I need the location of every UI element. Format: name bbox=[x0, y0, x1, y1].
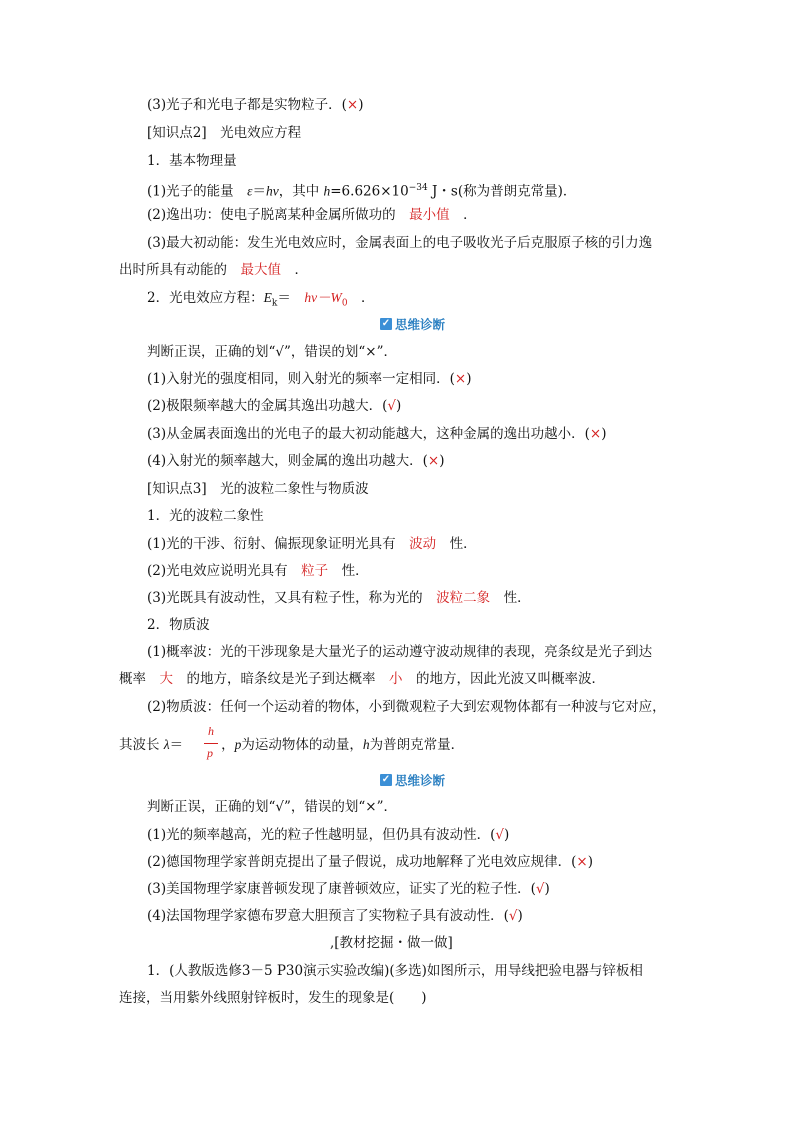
answer-mark: × bbox=[576, 854, 588, 870]
judge-item-1: (1)入射光的强度相同，则入射光的频率一定相同．(×) bbox=[147, 371, 472, 387]
textbook-mining-heading: ,[教材挖掘・做一做] bbox=[330, 935, 453, 951]
fraction-numerator: h bbox=[208, 724, 214, 738]
subheading-matter-wave: 2．物质波 bbox=[147, 617, 210, 633]
judge-item-4: (4)入射光的频率越大，则金属的逸出功越大．(×) bbox=[147, 453, 445, 469]
photoelectric-equation-line: 2．光电效应方程：$E_k=$ $h\nu-W_0$ ． bbox=[147, 290, 375, 309]
answer-mark: × bbox=[346, 97, 359, 113]
judge-item-3: (3)从金属表面逸出的光电子的最大初动能越大，这种金属的逸出功越小．(×) bbox=[147, 426, 607, 442]
question-1-cont: 连接，当用紫外线照射锌板时，发生的现象是( ) bbox=[119, 990, 427, 1006]
wave-nature-line: (1)光的干涉、衍射、偏振现象证明光具有 波动 性． bbox=[147, 536, 477, 552]
judge-item-2: (2)德国物理学家普朗克提出了量子假说，成功地解释了光电效应规律．(×) bbox=[147, 854, 593, 870]
blank-answer: 大 bbox=[159, 671, 173, 687]
answer-mark: √ bbox=[387, 398, 396, 414]
particle-nature-line: (2)光电效应说明光具有 粒子 性． bbox=[147, 563, 369, 579]
answer-mark: √ bbox=[495, 827, 504, 843]
judge-instruction: 判断正误，正确的划“√”，错误的划“×”． bbox=[147, 799, 398, 815]
check-icon: ✓ bbox=[381, 318, 391, 329]
statement-3: (3)光子和光电子都是实物粒子．(×) bbox=[147, 97, 364, 113]
judge-item-4: (4)法国物理学家德布罗意大胆预言了实物粒子具有波动性．(√) bbox=[147, 908, 523, 924]
probability-wave-line: (1)概率波：光的干涉现象是大量光子的运动遵守波动规律的表现，亮条纹是光子到达 bbox=[147, 644, 653, 660]
blank-answer: 波动 bbox=[409, 536, 437, 552]
blank-answer: hν－W bbox=[304, 290, 342, 305]
probability-wave-cont: 概率 大 的地方，暗条纹是光子到达概率 小 的地方，因此光波又叫概率波． bbox=[119, 671, 605, 687]
answer-mark: × bbox=[427, 453, 440, 469]
answer-mark: √ bbox=[508, 908, 518, 924]
answer-mark: × bbox=[589, 426, 602, 442]
judge-item-3: (3)美国物理学家康普顿发现了康普顿效应，证实了光的粒子性．(√) bbox=[147, 881, 550, 897]
work-function-line: (2)逸出功：使电子脱离某种金属所做功的 最小值 ． bbox=[147, 207, 477, 223]
section-heading-3: [知识点3] 光的波粒二象性与物质波 bbox=[147, 481, 369, 497]
blank-answer: 最大值 bbox=[240, 262, 281, 278]
judge-item-2: (2)极限频率越大的金属其逸出功越大．(√) bbox=[147, 398, 402, 414]
subheading-wave-particle: 1．光的波粒二象性 bbox=[147, 508, 264, 524]
max-kinetic-energy-line: (3)最大初动能：发生光电效应时，金属表面上的电子吸收光子后克服原子核的引力逸 bbox=[147, 235, 653, 251]
thinking-diagnosis-badge: ✓ 思维诊断 bbox=[381, 773, 446, 788]
fraction-bar bbox=[204, 743, 218, 744]
photon-energy-line: (1)光子的能量 ε＝hν，其中 $h=6.626\times 10^{-34}$ J・s(称为普朗克常量)． bbox=[147, 183, 577, 200]
check-icon: ✓ bbox=[381, 774, 391, 785]
fraction-denominator: p bbox=[207, 746, 213, 760]
section-heading-2: [知识点2] 光电效应方程 bbox=[147, 125, 302, 141]
answer-mark: × bbox=[454, 371, 467, 387]
matter-wave-line: (2)物质波：任何一个运动着的物体，小到微观粒子大到宏观物体都有一种波与它对应， bbox=[147, 699, 666, 715]
blank-answer: 小 bbox=[389, 671, 403, 687]
blank-answer: 最小值 bbox=[409, 207, 450, 223]
thinking-diagnosis-badge: ✓ 思维诊断 bbox=[381, 317, 446, 332]
blank-answer: 波粒二象 bbox=[436, 590, 491, 606]
answer-mark: √ bbox=[535, 881, 545, 897]
judge-item-1: (1)光的频率越高，光的粒子性越明显，但仍具有波动性．(√) bbox=[147, 827, 510, 843]
question-1-line: 1．(人教版选修3－5 P30演示实验改编)(多选)如图所示，用导线把验电器与锌板相 bbox=[147, 963, 643, 979]
max-kinetic-energy-cont: 出时所具有动能的 最大值 ． bbox=[119, 262, 308, 278]
judge-instruction: 判断正误，正确的划“√”，错误的划“×”． bbox=[147, 344, 398, 360]
blank-answer: 粒子 bbox=[301, 563, 329, 579]
wavelength-line: 其波长 λ＝ ，p为运动物体的动量，h为普朗克常量． bbox=[119, 737, 465, 753]
duality-line: (3)光既具有波动性，又具有粒子性，称为光的 波粒二象 性． bbox=[147, 590, 531, 606]
subheading-basic-quantities: 1．基本物理量 bbox=[147, 153, 237, 169]
